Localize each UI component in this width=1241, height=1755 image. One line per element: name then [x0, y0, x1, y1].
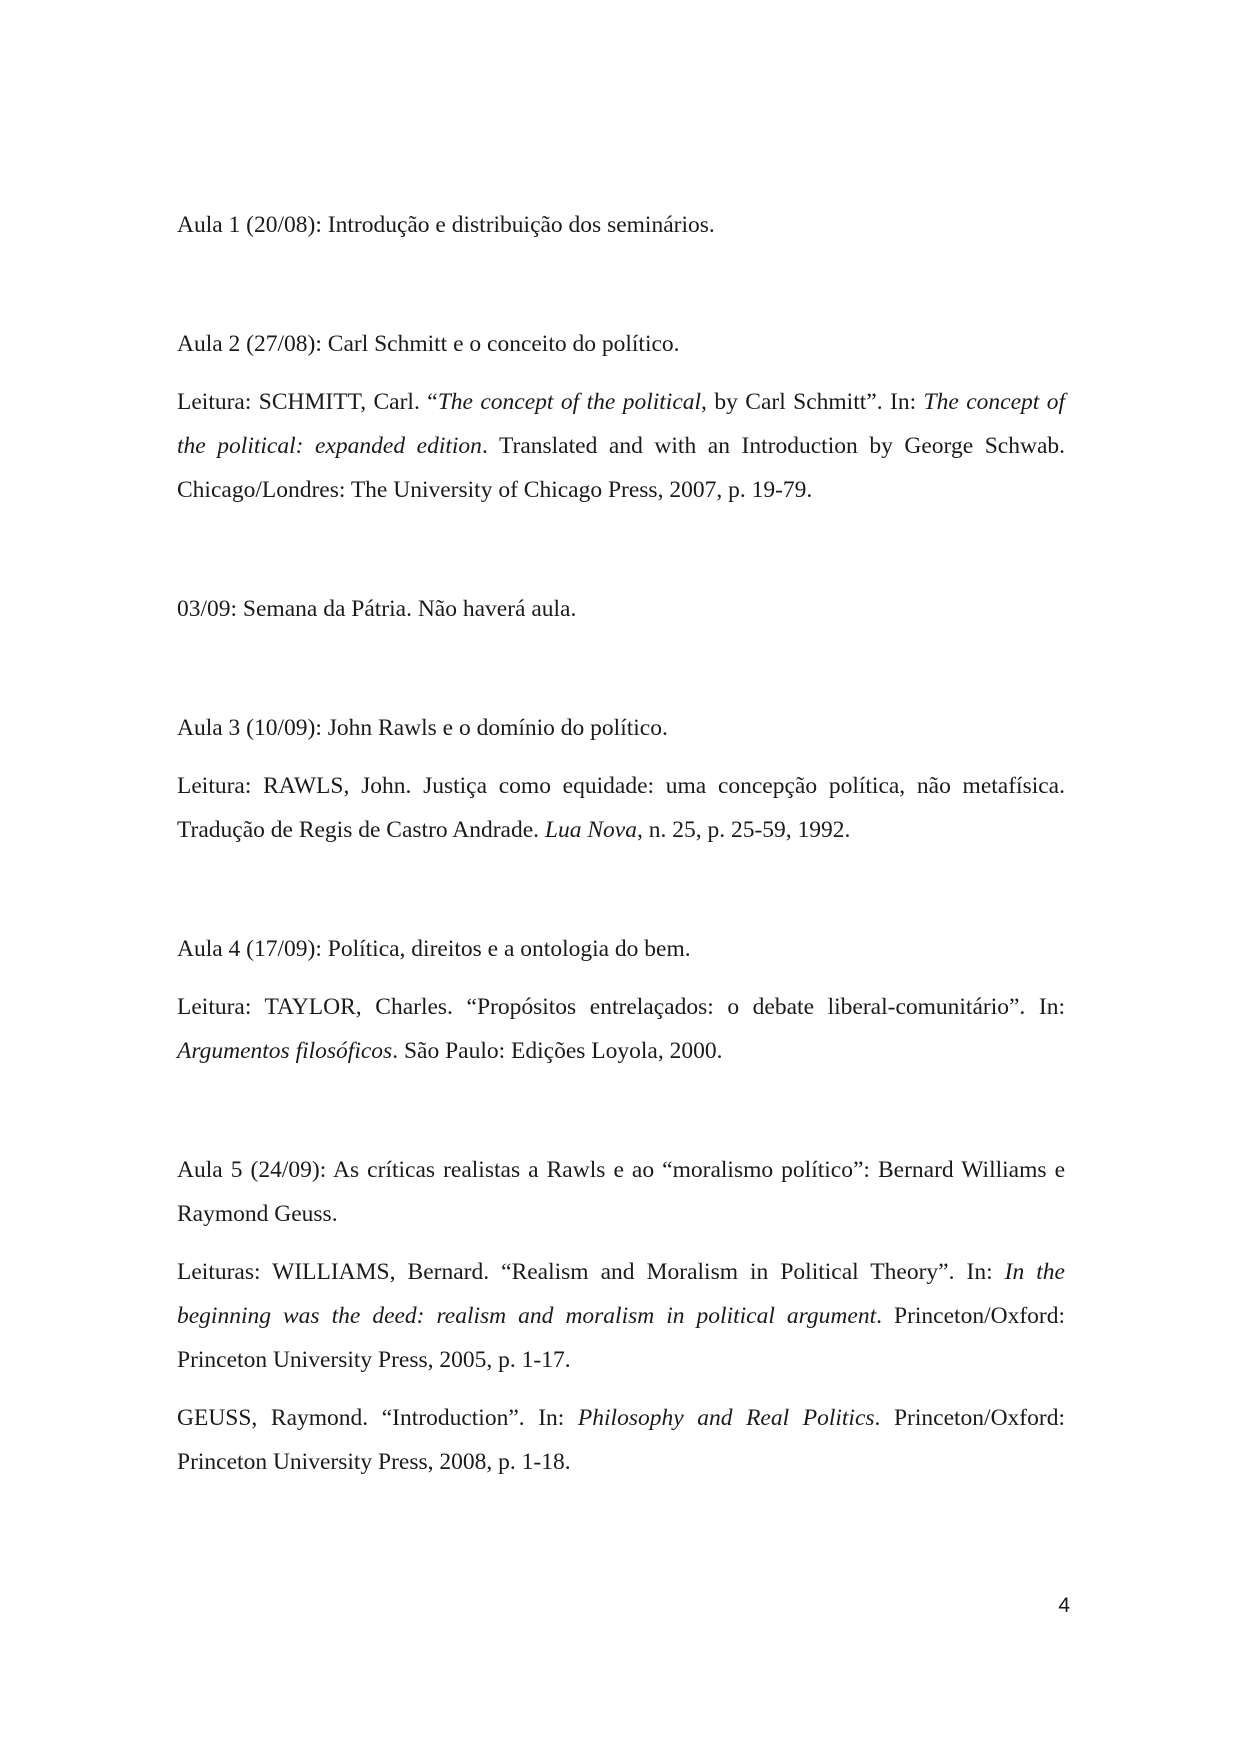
session-2-title: Aula 2 (27/08): Carl Schmitt e o conceito do político.	[177, 331, 680, 357]
session-3-title: Aula 3 (10/09): John Rawls e o domínio do político.	[177, 715, 668, 741]
session-3-reading: Leitura: RAWLS, John. Justiça como equidade: uma concepção política, não metafísica. Tradução de Regis de Castro Andrade. Lua Nova, n. 25, p. 25-59, 1992.	[177, 773, 1065, 843]
session-5-reading-geuss: GEUSS, Raymond. “Introduction”. In: Philosophy and Real Politics. Princeton/Oxford: Princeton University Press, 2008, p. 1-18.	[177, 1405, 1065, 1475]
session-4-title: Aula 4 (17/09): Política, direitos e a ontologia do bem.	[177, 936, 691, 962]
session-1-title: Aula 1 (20/08): Introdução e distribuição dos seminários.	[177, 212, 715, 238]
session-5-reading-williams: Leituras: WILLIAMS, Bernard. “Realism and Moralism in Political Theory”. In: In the beginning was the deed: realism and moralism in political argument. Princeton/Oxford: Princeton University Press, 2005, p. 1-17.	[177, 1259, 1065, 1373]
page-number: 4	[1058, 1594, 1070, 1617]
session-2-reading: Leitura: SCHMITT, Carl. “The concept of the political, by Carl Schmitt”. In: The concept of the political: expanded edition. Translated and with an Introduction by George Schwab. Chicago/Londres: The University of Chicago Press, 2007, p. 19-79.	[177, 389, 1065, 503]
session-5-title: Aula 5 (24/09): As críticas realistas a Rawls e ao “moralismo político”: Bernard Williams e Raymond Geuss.	[177, 1157, 1065, 1227]
syllabus-content	[177, 203, 1065, 1484]
no-class-notice: 03/09: Semana da Pátria. Não haverá aula.	[177, 596, 577, 622]
session-4-reading: Leitura: TAYLOR, Charles. “Propósitos entrelaçados: o debate liberal-comunitário”. In: Argumentos filosóficos. São Paulo: Edições Loyola, 2000.	[177, 994, 1065, 1064]
